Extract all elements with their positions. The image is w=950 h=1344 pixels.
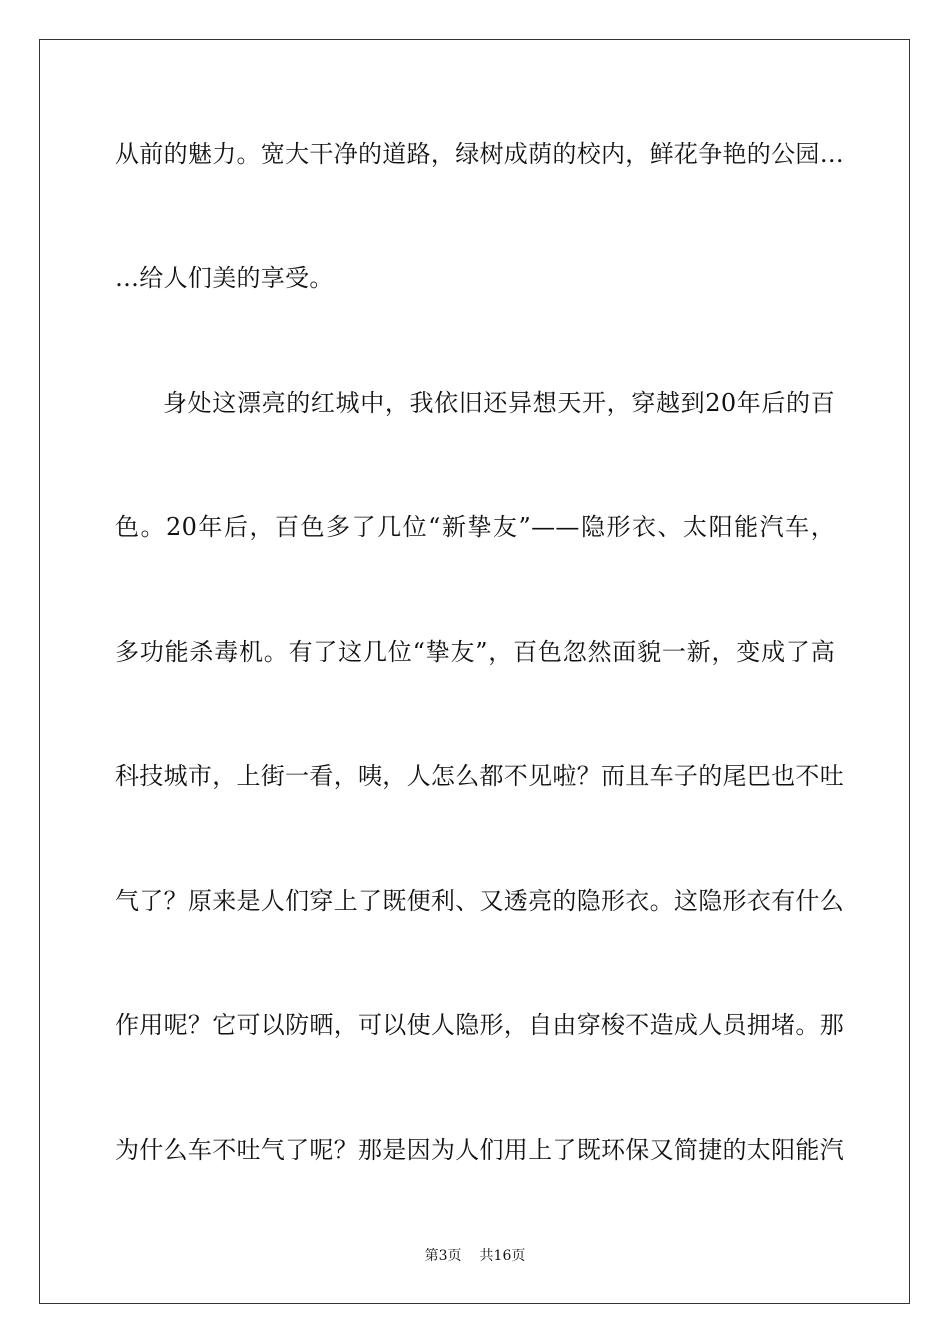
page-footer	[0, 1246, 950, 1266]
paragraph-line: 气了？原来是人们穿上了既便利、又透亮的隐形衣。这隐形衣有什么	[115, 887, 844, 915]
page-border	[39, 39, 910, 1304]
paragraph-line: 为什么车不吐气了呢？那是因为人们用上了既环保又简捷的太阳能汽	[115, 1136, 844, 1164]
paragraph-line: 从前的魅力。宽大干净的道路，绿树成荫的校内，鲜花争艳的公园…	[115, 140, 844, 168]
paragraph-line: 身处这漂亮的红城中，我依旧还异想天开，穿越到20年后的百	[163, 389, 835, 417]
paragraph-line: …给人们美的享受。	[115, 264, 334, 292]
page-total: 共16页	[479, 1248, 526, 1264]
paragraph-line: 色。20年后，百色多了几位“新挚友”——隐形衣、太阳能汽车，	[115, 513, 835, 541]
paragraph-line: 作用呢？它可以防晒，可以使人隐形，自由穿梭不造成人员拥堵。那	[115, 1011, 844, 1039]
paragraph-line: 多功能杀毒机。有了这几位“挚友”，百色忽然面貌一新，变成了高	[115, 638, 835, 666]
page-number: 第3页	[424, 1248, 462, 1264]
paragraph-line: 科技城市，上街一看，咦，人怎么都不见啦？而且车子的尾巴也不吐	[115, 762, 844, 790]
